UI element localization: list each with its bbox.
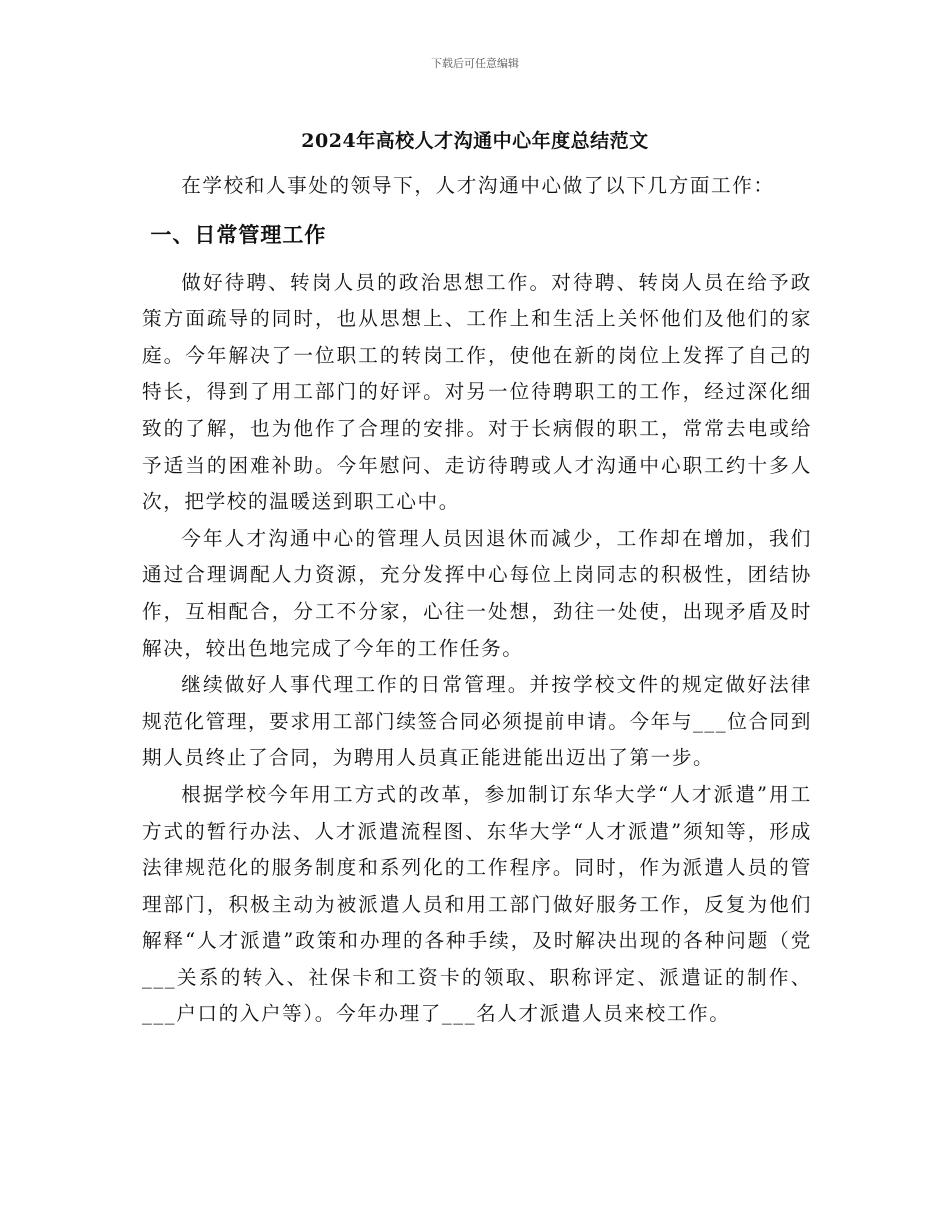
body-paragraph: 今年人才沟通中心的管理人员因退休而减少，工作却在增加，我们通过合理调配人力资源，充分发挥中心每位上岗同志的积极性，团结协作，互相配合，分工不分家，心往一处想，劲往一处使，出现矛盾及时解决，较出色地完成了今年的工作任务。 bbox=[142, 526, 812, 660]
body-paragraph: 做好待聘、转岗人员的政治思想工作。对待聘、转岗人员在给予政策方面疏导的同时，也从思想上、工作上和生活上关怀他们及他们的家庭。今年解决了一位职工的转岗工作，使他在新的岗位上发挥了自己的特长，得到了用工部门的好评。对另一位待聘职工的工作，经过深化细致的了解，也为他作了合理的安排。对于长病假的职工，常常去电或给予适当的困难补助。今年慰问、走访待聘或人才沟通中心职工约十多人次，把学校的温暖送到职工心中。 bbox=[142, 270, 812, 514]
body-paragraph: 根据学校今年用工方式的改革，参加制订东华大学“人才派遣”用工方式的暂行办法、人才派遣流程图、东华大学“人才派遣”须知等，形成法律规范化的服务制度和系列化的工作程序。同时，作为派遣人员的管理部门，积极主动为被派遣人员和用工部门做好服务工作，反复为他们解释“人才派遣”政策和办理的各种手续，及时解决出现的各种问题（党___关系的转入、社保卡和工资卡的领取、职称评定、派遣证的制作、___户口的入户等）。今年办理了___名人才派遣人员来校工作。 bbox=[142, 782, 812, 1026]
document-body bbox=[142, 168, 812, 1033]
section-heading: 一、日常管理工作 bbox=[150, 221, 327, 247]
document-title: 2024年高校人才沟通中心年度总结范文 bbox=[301, 130, 649, 152]
page-header-note: 下载后可任意编辑 bbox=[431, 57, 519, 70]
body-paragraph: 继续做好人事代理工作的日常管理。并按学校文件的规定做好法律规范化管理，要求用工部门续签合同必须提前申请。今年与___位合同到期人员终止了合同，为聘用人员真正能进能出迈出了第一步。 bbox=[142, 673, 813, 770]
intro-paragraph: 在学校和人事处的领导下，人才沟通中心做了以下几方面工作： bbox=[181, 174, 775, 197]
